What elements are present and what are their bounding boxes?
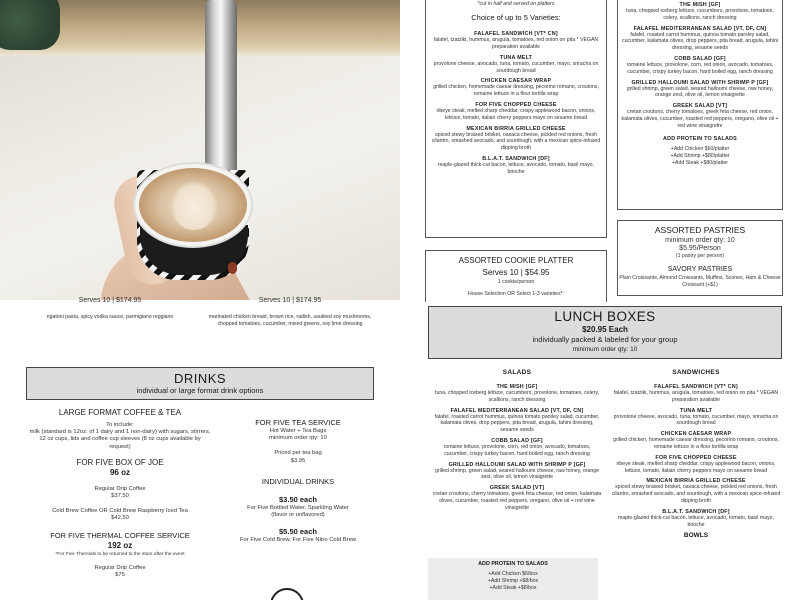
platter-sandwich-item-desc: falafel, tzatziki, hummus, arugula, tomatoes, red onion on pita * VEGAN preparation available — [433, 37, 599, 50]
platter-salad-item-desc: romaine lettuce, provolone, corn, red onion, avocado, tomatoes, cucumber, crispy turkey bacon, hard boiled egg, ranch dressing — [626, 61, 774, 75]
lunch-sandwiches-list — [610, 384, 782, 528]
indiv-price-2: $5.50 each — [279, 527, 317, 537]
cookie-serves: Serves 10 | $54.95 — [482, 268, 550, 277]
lunch-header — [428, 306, 782, 359]
pastries-per: (1 pastry per person) — [675, 253, 725, 259]
lunch-salad-item-desc: romaine lettuce, provolone, corn, red onion, avocado, tomatoes, cucumber, crispy turkey bacon, hard boiled egg, ranch dressing — [443, 443, 591, 457]
platter-salad-item-name: COBB SALAD [GF] — [674, 55, 726, 62]
thermal-title: FOR FIVE THERMAL COFFEE SERVICE — [50, 530, 190, 540]
lunch-salad-item-desc: falafel, roasted carrot hummus, quinoa tomato parsley salad, cucumber, kalamata olives, drop peppers, pita bread, arugula, tahini dressing, sesame seeds — [434, 413, 600, 434]
lunch-min: minimum order qty: 10 — [572, 346, 638, 353]
lunch-salads-col — [432, 369, 602, 516]
tea-title: FOR FIVE TEA SERVICE — [255, 418, 341, 427]
lunch-salad-item-name: GRILLED HALLOUMI SALAD WITH SHRIMP P [GF] — [448, 461, 586, 468]
tea-min: minimum order qty: 10 — [269, 435, 327, 442]
lunch-salad-item-name: FALAFEL MEDITERRANEAN SALAD [VT, DF, CN] — [450, 407, 584, 414]
lunch-protein-line: +Add Steak +$8/box — [489, 585, 537, 592]
tea-desc: Hot Water + Tea Bags — [269, 428, 327, 434]
pasta-right — [205, 297, 375, 328]
sandwiches-title: SANDWICHES — [672, 369, 720, 376]
lunch-sandwich-item — [610, 455, 782, 475]
cookie-title: ASSORTED COOKIE PLATTER — [458, 256, 574, 265]
sandwich-platter-list — [426, 31, 606, 175]
pasta-right-serves: Serves 10 | $174.95 — [258, 297, 322, 304]
cold-brew-price: $42.50 — [111, 515, 129, 522]
lunch-protein-line: +Add Shrimp +$8/box — [487, 578, 539, 585]
lunch-salad-item-desc: cretan croutons, cherry tomatoes, greek feta cheese, red onion, kalamata olives, cucumber, roasted red peppers, oregano, olive oil + red wine vinaigrette — [432, 491, 602, 511]
savory-desc: Plain Croissants, Almond Croissants, Muffins, Scones, Ham & Cheese Croissant (+$1) — [619, 275, 781, 289]
lunch-salad-item-desc: tuna, chopped iceberg lettuce, cucumbers, provolone, tomatoes, celery, scallions, ranch dressing — [435, 390, 599, 403]
bowls-title: BOWLS — [683, 532, 709, 540]
lunch-sandwich-item-name: MEXICAN BIRRIA GRILLED CHEESE — [646, 478, 746, 485]
platter-salad-item — [621, 80, 779, 100]
salad-platter-card — [617, 0, 783, 210]
salad-platter-list — [618, 2, 782, 130]
coffee-photo — [0, 0, 400, 300]
lunch-sandwich-item — [610, 478, 782, 504]
platter-sandwich-item-name: B.L.A.T. SANDWICH [DF] — [482, 155, 550, 162]
lunch-protein-title: ADD PROTEIN TO SALADS — [478, 561, 548, 567]
lunch-sandwich-item-name: FALAFEL SANDWICH [VT* CN] — [654, 384, 738, 390]
cut-note: *cut in half and served on platters — [477, 1, 555, 7]
platter-salad-item-desc: cretan croutons, cherry tomatoes, greek feta cheese, red onion, kalamata olives, cucumber, roasted red peppers, oregano, olive oil + red wine vinaigrette — [621, 109, 779, 129]
sandwich-platter-card — [425, 0, 607, 238]
lunch-protein-list — [428, 571, 598, 593]
platter-salad-item — [621, 103, 779, 129]
indiv-price-1: $3.50 each — [279, 494, 317, 504]
pastries-title: ASSORTED PASTRIES — [654, 225, 746, 235]
platter-salad-item-name: GRILLED HALLOUMI SALAD WITH SHRIMP P [GF] — [631, 79, 769, 86]
platter-sandwich-item-name: MEXICAN BIRRIA GRILLED CHEESE — [466, 125, 566, 132]
lunch-sandwich-item-desc: grilled chicken, homemade caesar dressing, pecorino romano, croutons, romaine lettuce in a flour tortilla wrap — [613, 437, 779, 450]
indiv-title: INDIVIDUAL DRINKS — [261, 476, 335, 486]
lunch-sandwich-item — [610, 384, 782, 404]
lunch-subtitle: individually packed & labeled for your group — [532, 335, 678, 344]
drinks-header — [26, 367, 374, 400]
drinks-title: DRINKS — [173, 371, 227, 386]
tea-price: $3.95 — [290, 457, 306, 464]
box-regular: Regular Drip Coffee — [94, 485, 146, 492]
indiv-desc-2: For Five Cold Brew, For Five Nitro Cold Brew — [240, 537, 356, 544]
lunch-salad-item-name: THE MISH [GF] — [496, 384, 538, 390]
lunch-sandwich-item-name: FOR FIVE CHOPPED CHEESE — [655, 454, 737, 461]
platter-sandwich-item-desc: spiced stewy braised brisket, oaxaca cheese, pickled red onions, fresh cilantro, smashed avocado, and sourdough, with a mexican spice-infused dipping broth — [431, 131, 601, 152]
platter-sandwich-item-desc: grilled chicken, homemade caesar dressing, pecorino romano, croutons, romaine lettuce in a flour tortilla wrap — [433, 84, 599, 98]
logo-partial — [270, 588, 304, 600]
indiv-desc-1: For Five Bottled Water, Sparkling Water (flavor or unflavored) — [247, 504, 349, 519]
platter-sandwich-item — [430, 126, 602, 152]
pastries-price: $5.95/Person — [679, 245, 721, 252]
lunch-sandwich-item — [610, 509, 782, 529]
lunch-sandwiches-col — [610, 369, 782, 540]
platter-protein-line: +Add Steak +$80/platter — [672, 159, 728, 166]
lunch-salads-list — [432, 384, 602, 512]
lunch-salad-item-desc: grilled shrimp, green salad, seared halloumi cheese, raw honey, orange zest, olive oil, lemon vinaigrette — [435, 467, 599, 481]
tea-section — [228, 418, 368, 544]
lunch-salad-item-name: COBB SALAD [GF] — [491, 437, 543, 444]
platter-sandwich-item-desc: provolone cheese, avocado, tuna, tomato, cucumber, mayo, sriracha on sourdough bread — [433, 60, 599, 74]
platter-sandwich-item — [430, 78, 602, 98]
lunch-sandwich-item-name: TUNA MELT — [679, 407, 713, 414]
salads-title: SALADS — [502, 369, 532, 376]
pasta-left-serves: Serves 10 | $174.95 — [78, 297, 142, 304]
platter-sandwich-item-name: FOR FIVE CHOPPED CHEESE — [475, 101, 557, 108]
platter-sandwich-item-name: FALAFEL SANDWICH [VT* CN] — [474, 31, 558, 38]
pasta-left — [20, 297, 200, 321]
platter-sandwich-item — [430, 102, 602, 122]
platter-protein-line: +Add Shrimp +$80/platter — [670, 152, 730, 159]
include-desc: milk (standard is 12oz. of 1 dairy and 1 non-dairy) with sugars, stirrers, 12 oz cups, lids and coffee cup sleeves (8 oz cups available by request) — [29, 429, 211, 450]
box-title: FOR FIVE BOX OF JOE — [76, 457, 164, 467]
lunch-title: LUNCH BOXES — [554, 309, 656, 324]
platter-salad-item — [621, 2, 779, 22]
lunch-sandwich-item — [610, 431, 782, 451]
platter-sandwich-item-name: CHICKEN CAESAR WRAP — [480, 78, 552, 85]
lunch-sandwich-item-desc: provolone cheese, avocado, tuna, tomato, cucumber, mayo, sriracha on sourdough bread — [613, 413, 779, 427]
lunch-salad-item — [432, 485, 602, 511]
platter-salad-item-name: GREEK SALAD [VT] — [672, 103, 728, 110]
choice-label: Choice of up to 5 Varieties: — [471, 13, 561, 23]
platter-salad-item-desc: grilled shrimp, green salad, seared halloumi cheese, raw honey, orange zest, olive oil, lemon vinaigrette — [626, 85, 774, 99]
pasta-right-desc: marinated chicken breast, brown rice, radish, sautéed soy mushrooms, chopped tomatoes, cucumber, mixed greens, soy lime dressing — [208, 314, 372, 328]
pasta-left-desc: rigatoni pasta, spicy vodka sauce, parmigiano reggiano — [46, 314, 174, 320]
lunch-salad-item — [432, 408, 602, 434]
green-towel — [0, 0, 60, 50]
platter-protein-line: +Add Chicken $60/platter — [670, 145, 730, 152]
large-format-title: LARGE FORMAT COFFEE & TEA — [58, 408, 182, 417]
pastries-card — [617, 220, 783, 296]
lunch-sandwich-item-name: B.L.A.T. SANDWICH [DF] — [662, 508, 730, 515]
platter-sandwich-item-desc: ribeye steak, melted sharp cheddar, crispy applewood bacon, onions, lettuce, tomato, italian cherry peppers mayo on sesame bread — [436, 107, 596, 121]
platter-sandwich-item — [430, 156, 602, 176]
cookie-per: 1 cookie/person — [497, 279, 535, 285]
platter-sandwich-item — [430, 31, 602, 51]
platter-salad-item-name: THE MISH [GF] — [679, 2, 721, 8]
lunch-protein-box — [428, 558, 598, 600]
lunch-sandwich-item-desc: maple-glazed thick-cut bacon, lettuce, avocado, tomato, basil mayo, brioche — [618, 514, 774, 528]
platter-sandwich-item-name: TUNA MELT — [499, 54, 533, 61]
platter-protein-title: ADD PROTEIN TO SALADS — [663, 135, 737, 142]
platter-salad-item — [621, 26, 779, 52]
cold-brew: Cold Brew Coffee OR Cold Brew Raspberry Iced Tea — [52, 508, 188, 515]
thermal-price: $75 — [115, 572, 125, 579]
platter-sandwich-item-desc: maple-glazed thick-cut bacon, lettuce, avocado, tomato, basil mayo, brioche — [438, 161, 594, 175]
espresso-tap — [205, 0, 237, 190]
savory-title: SAVORY PASTRIES — [667, 266, 733, 274]
platter-protein-list — [618, 146, 782, 168]
drinks-subtitle: individual or large format drink options — [136, 386, 264, 395]
lunch-sandwich-item-desc: spiced stewy braised brisket, oaxaca cheese, pickled red onions, fresh cilantro, smashed avocado, and sourdough, with a mexican spice-infused dipping broth — [611, 484, 781, 504]
lunch-price: $20.95 Each — [582, 325, 628, 334]
fingernail — [228, 262, 237, 274]
counter-edge — [0, 0, 400, 56]
thermal-regular: Regular Drip Coffee — [94, 564, 146, 571]
box-size: 96 oz — [109, 467, 130, 477]
platter-salad-item — [621, 56, 779, 76]
lunch-sandwich-item-desc: falafel, tzatziki, hummus, arugula, tomatoes, red onion on pita * VEGAN preparation available — [613, 390, 779, 403]
lunch-sandwich-item — [610, 408, 782, 428]
box-price: $37.50 — [111, 493, 129, 500]
tea-priced: Priced per tea bag — [274, 450, 322, 457]
lunch-sandwich-item-desc: ribeye steak, melted sharp cheddar, crispy applewood bacon, onions, lettuce, tomato, italian cherry peppers mayo on sesame bread — [616, 460, 776, 474]
lunch-salad-item — [432, 384, 602, 404]
large-format-section — [25, 408, 215, 579]
lunch-sandwich-item-name: CHICKEN CAESAR WRAP — [660, 431, 732, 438]
thermal-note: *For Five Thermals to be returned to the store after the event — [55, 551, 185, 557]
include-label: To include: — [106, 422, 134, 428]
lunch-protein-line: +Add Chicken $6/box — [488, 571, 538, 577]
thermal-size: 192 oz — [107, 540, 133, 550]
lunch-salad-item-name: GREEK SALAD [VT] — [489, 485, 545, 492]
pastries-min: minimum order qty: 10 — [665, 237, 735, 244]
lunch-salad-item — [432, 462, 602, 482]
platter-sandwich-item — [430, 55, 602, 75]
cookie-card — [425, 250, 607, 302]
latte-art — [170, 180, 218, 230]
platter-salad-item-desc: tuna, chopped iceberg lettuce, cucumbers, provolone, tomatoes, celery, scallions, ranch dressing — [626, 8, 774, 21]
lunch-salad-item — [432, 438, 602, 458]
platter-salad-item-desc: falafel, roasted carrot hummus, quinoa tomato parsley salad, cucumber, kalamata olives, drop peppers, pita bread, arugula, tahini dressing, sesame seeds — [621, 31, 778, 52]
cookie-selection: House Selection OR Select 1-3 varieties*: — [467, 291, 564, 298]
platter-salad-item-name: FALAFEL MEDITERRANEAN SALAD [VT, DF, CN] — [633, 25, 767, 32]
